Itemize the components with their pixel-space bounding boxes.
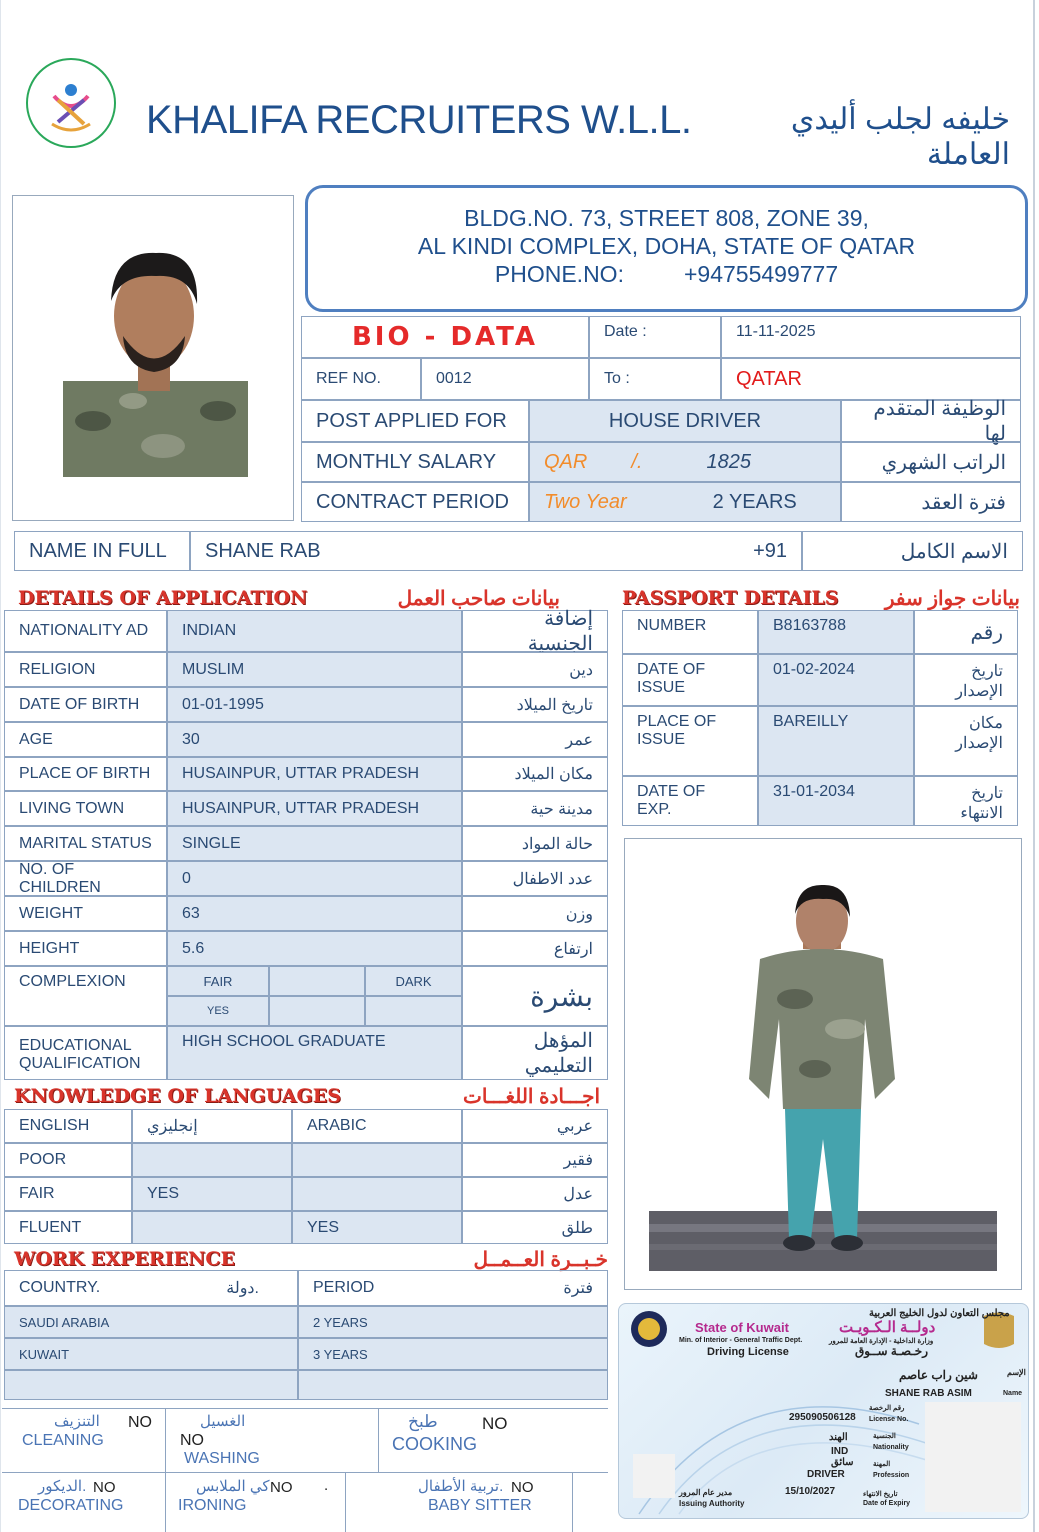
address-line-1: BLDG.NO. 73, STREET 808, ZONE 39, — [464, 205, 869, 231]
lang-row-ar: فقير — [462, 1143, 608, 1177]
driving-license-card — [618, 1303, 1029, 1519]
passport-row-value: BAREILLY — [758, 706, 914, 776]
complexion-label: COMPLEXION — [4, 966, 167, 1026]
app-row-value: 63 — [167, 896, 462, 931]
skill-washing-value: NO — [180, 1432, 204, 1449]
full-body-photo — [624, 838, 1022, 1290]
lang-arabic-ar: عربي — [462, 1109, 608, 1143]
license-expiry-label: Date of Expiry — [863, 1500, 911, 1507]
license-authority: Issuing Authority — [679, 1499, 745, 1508]
passport-row-ar: مكان الإصدار — [914, 706, 1018, 776]
complexion-fair-yes: YES — [167, 996, 269, 1026]
app-row-label: DATE OF BIRTH — [4, 687, 167, 722]
license-no-label-ar: رقم الرخصة — [869, 1405, 905, 1412]
skill-washing-ar: الغسيل — [200, 1413, 246, 1430]
lang-english-label: ENGLISH — [4, 1109, 132, 1143]
license-name-label: Name — [1003, 1390, 1023, 1397]
license-authority-ar: مدير عام المرور — [679, 1488, 733, 1497]
passport-row-ar: تاريخ الانتهاء — [914, 776, 1018, 826]
app-row-ar: عدد الاطفال — [462, 861, 608, 896]
skill-cooking-ar: طبخ — [408, 1412, 438, 1431]
to-label: To : — [589, 358, 721, 400]
complexion-dark: DARK — [365, 966, 462, 996]
lang-row-arabic — [292, 1177, 462, 1211]
biodata-title: BIO - DATA — [301, 316, 589, 358]
license-nationality-label-ar: الجنسية — [873, 1433, 896, 1440]
work-row-period: 2 YEARS — [298, 1306, 608, 1338]
passport-row-value: 31-01-2034 — [758, 776, 914, 826]
license-nationality: IND — [831, 1446, 849, 1457]
company-logo — [26, 58, 116, 148]
lang-row-label: FLUENT — [4, 1211, 132, 1244]
company-address — [305, 185, 1028, 312]
lang-row-arabic: YES — [292, 1211, 462, 1244]
app-row-value: HUSAINPUR, UTTAR PRADESH — [167, 791, 462, 826]
contract-value — [529, 482, 841, 522]
lang-row-english: YES — [132, 1177, 292, 1211]
app-row-value: 0 — [167, 861, 462, 896]
app-row-ar: ارتفاع — [462, 931, 608, 966]
license-name: SHANE RAB ASIM — [885, 1388, 972, 1399]
app-row-ar: إضافة الجنسية — [462, 610, 608, 652]
license-name-ar: شين راب عاصم — [899, 1368, 978, 1382]
skills-divider — [2, 1472, 608, 1473]
date-value: 11-11-2025 — [721, 316, 1021, 358]
work-country-ar: دولة. — [226, 1280, 259, 1297]
app-row-label: NO. OF CHILDREN — [4, 861, 167, 896]
app-row-ar: وزن — [462, 896, 608, 931]
skills-divider — [378, 1408, 379, 1472]
phone-line — [308, 260, 1025, 288]
app-row-ar: مكان الميلاد — [462, 757, 608, 791]
languages-title: KNOWLEDGE OF LANGUAGES — [14, 1085, 341, 1107]
license-nationality-label: Nationality — [873, 1444, 909, 1451]
complexion-blank — [365, 996, 462, 1026]
ref-label: REF NO. — [301, 358, 421, 400]
complexion-blank — [269, 996, 365, 1026]
salary-label: MONTHLY SALARY — [301, 442, 529, 482]
lang-arabic-label: ARABIC — [292, 1109, 462, 1143]
license-state-en: State of Kuwait — [695, 1320, 789, 1335]
contract-label: CONTRACT PERIOD — [301, 482, 529, 522]
education-value: HIGH SCHOOL GRADUATE — [167, 1026, 462, 1080]
lang-english-ar: إنجليزي — [132, 1109, 292, 1143]
skill-cooking-value: NO — [482, 1414, 508, 1433]
contract-years: 2 YEARS — [712, 490, 797, 513]
work-row-blank — [298, 1370, 608, 1400]
skill-cleaning-value: NO — [128, 1414, 152, 1431]
education-label: EDUCATIONAL QUALIFICATION — [4, 1026, 167, 1080]
lang-row-label: POOR — [4, 1143, 132, 1177]
portrait-photo — [12, 195, 294, 521]
lang-row-ar: طلق — [462, 1211, 608, 1244]
app-row-value: MUSLIM — [167, 652, 462, 687]
license-profession: DRIVER — [807, 1469, 845, 1480]
app-row-label: LIVING TOWN — [4, 791, 167, 826]
app-row-label: NATIONALITY AD — [4, 610, 167, 652]
company-name-en: KHALIFA RECRUITERS W.L.L. — [146, 98, 692, 142]
salary-separator: /. — [631, 450, 643, 473]
name-value-cell — [190, 531, 802, 571]
license-title-en: Driving License — [707, 1346, 789, 1358]
post-label: POST APPLIED FOR — [301, 400, 529, 442]
app-row-value: 5.6 — [167, 931, 462, 966]
app-row-label: MARITAL STATUS — [4, 826, 167, 861]
app-row-value: INDIAN — [167, 610, 462, 652]
phone-label: PHONE.NO: — [494, 261, 624, 287]
skill-decorating-value: NO — [93, 1479, 116, 1496]
lang-row-ar: عدل — [462, 1177, 608, 1211]
name-value: SHANE RAB — [205, 539, 321, 562]
passport-title: PASSPORT DETAILS — [622, 587, 839, 609]
skill-ironing-value: NO — [270, 1479, 293, 1496]
app-row-label: HEIGHT — [4, 931, 167, 966]
passport-row-label: NUMBER — [622, 610, 758, 654]
passport-row-ar: تاريخ الإصدار — [914, 654, 1018, 706]
skills-divider — [345, 1472, 346, 1532]
skill-babysitter-ar: تربية الأطفال. — [418, 1478, 504, 1495]
application-title: DETAILS OF APPLICATION — [18, 587, 308, 609]
salary-currency: QAR — [544, 450, 588, 473]
post-label-ar: الوظيفة المتقدم لها — [841, 400, 1021, 442]
app-row-ar: تاريخ الميلاد — [462, 687, 608, 722]
license-ministry: Min. of Interior - General Traffic Dept. — [679, 1337, 803, 1344]
app-row-ar: حالة المواد — [462, 826, 608, 861]
license-header-ar: مجلس التعاون لدول الخليج العربية — [869, 1308, 1010, 1319]
app-row-label: AGE — [4, 722, 167, 757]
work-title-ar: خـبــرة العــمــل — [473, 1249, 608, 1271]
lang-row-english — [132, 1143, 292, 1177]
skill-cleaning-ar: التنزيف — [54, 1413, 100, 1430]
work-country-label: COUNTRY. — [19, 1279, 101, 1296]
skill-cooking-label: COOKING — [392, 1434, 478, 1454]
app-row-ar: عمر — [462, 722, 608, 757]
license-expiry: 15/10/2027 — [785, 1486, 836, 1497]
work-row-period: 3 YEARS — [298, 1338, 608, 1370]
skill-washing-label: WASHING — [184, 1450, 260, 1467]
license-name-label-ar: الإسم — [1007, 1368, 1026, 1377]
skill-ironing-ar: كي الملابس — [196, 1478, 270, 1495]
passport-row-value: B8163788 — [758, 610, 914, 654]
complexion-ar: بشرة — [462, 966, 608, 1026]
license-profession-label-ar: المهنة — [873, 1461, 891, 1468]
app-row-label: PLACE OF BIRTH — [4, 757, 167, 791]
ref-value: 0012 — [421, 358, 589, 400]
date-label: Date : — [589, 316, 721, 358]
phone-number: +94755499777 — [683, 261, 839, 287]
address-line-2: AL KINDI COMPLEX, DOHA, STATE OF QATAR — [417, 233, 916, 259]
passport-title-ar: بيانات جواز سفر — [884, 588, 1020, 610]
license-profession-ar: سائق — [831, 1457, 854, 1468]
passport-row-label: DATE OF ISSUE — [622, 654, 758, 706]
license-profession-label: Profession — [873, 1472, 910, 1479]
education-ar: المؤهل التعليمي — [462, 1026, 608, 1080]
passport-row-label: DATE OF EXP. — [622, 776, 758, 826]
languages-title-ar: اجـــادة اللغـــات — [463, 1086, 600, 1108]
lang-row-english — [132, 1211, 292, 1244]
salary-value — [529, 442, 841, 482]
work-title: WORK EXPERIENCE — [14, 1248, 235, 1270]
app-row-value: SINGLE — [167, 826, 462, 861]
passport-row-value: 01-02-2024 — [758, 654, 914, 706]
skill-cleaning-label: CLEANING — [22, 1432, 104, 1449]
work-row-blank — [4, 1370, 298, 1400]
contract-text: Two Year — [544, 490, 627, 513]
license-nationality-ar: الهند — [829, 1432, 848, 1443]
license-expiry-label-ar: تاريخ الانتهاء — [863, 1491, 898, 1498]
license-no-label: License No. — [869, 1416, 909, 1423]
work-period-header — [298, 1270, 608, 1306]
salary-label-ar: الراتب الشهري — [841, 442, 1021, 482]
app-row-label: RELIGION — [4, 652, 167, 687]
to-value: QATAR — [721, 358, 1021, 400]
skills-divider — [165, 1408, 166, 1472]
name-label: NAME IN FULL — [14, 531, 190, 571]
lang-row-label: FAIR — [4, 1177, 132, 1211]
app-row-value: 01-01-1995 — [167, 687, 462, 722]
application-title-ar: بيانات صاحب العمل — [397, 588, 560, 610]
work-period-label: PERIOD — [313, 1279, 375, 1296]
work-country-header — [4, 1270, 298, 1306]
license-state-ar: دولــة الـكـويـت — [839, 1319, 936, 1336]
skill-babysitter-label: BABY SITTER — [428, 1497, 532, 1514]
company-name-ar: خليفه لجلب أليدي العاملة — [790, 103, 1010, 171]
license-title-ar: رخـصـة ســوق — [855, 1344, 929, 1358]
license-number: 295090506128 — [789, 1412, 856, 1423]
app-row-value: 30 — [167, 722, 462, 757]
app-row-value: HUSAINPUR, UTTAR PRADESH — [167, 757, 462, 791]
post-value: HOUSE DRIVER — [529, 400, 841, 442]
app-row-label: WEIGHT — [4, 896, 167, 931]
skill-ironing-label: IRONING — [178, 1497, 247, 1514]
work-row-country: KUWAIT — [4, 1338, 298, 1370]
skill-decorating-ar: الديكور. — [38, 1478, 87, 1495]
skill-babysitter-value: NO — [511, 1479, 534, 1496]
app-row-ar: دين — [462, 652, 608, 687]
passport-row-ar: رقم — [914, 610, 1018, 654]
complexion-fair: FAIR — [167, 966, 269, 996]
contract-label-ar: فترة العقد — [841, 482, 1021, 522]
app-row-ar: مدينة حية — [462, 791, 608, 826]
skills-divider — [572, 1472, 573, 1532]
salary-amount: 1825 — [706, 450, 751, 473]
work-period-ar: فترة — [563, 1280, 593, 1297]
name-label-ar: الاسم الكامل — [802, 531, 1023, 571]
passport-row-label: PLACE OF ISSUE — [622, 706, 758, 776]
complexion-blank — [269, 966, 365, 996]
name-code: +91 — [753, 539, 787, 562]
skills-divider — [165, 1472, 166, 1532]
work-row-country: SAUDI ARABIA — [4, 1306, 298, 1338]
skill-decorating-label: DECORATING — [18, 1497, 124, 1514]
lang-row-arabic — [292, 1143, 462, 1177]
license-ministry-ar: وزارة الداخلية - الإدارة العامة للمرور — [829, 1338, 934, 1345]
skill-ironing-dot: . — [324, 1477, 329, 1494]
